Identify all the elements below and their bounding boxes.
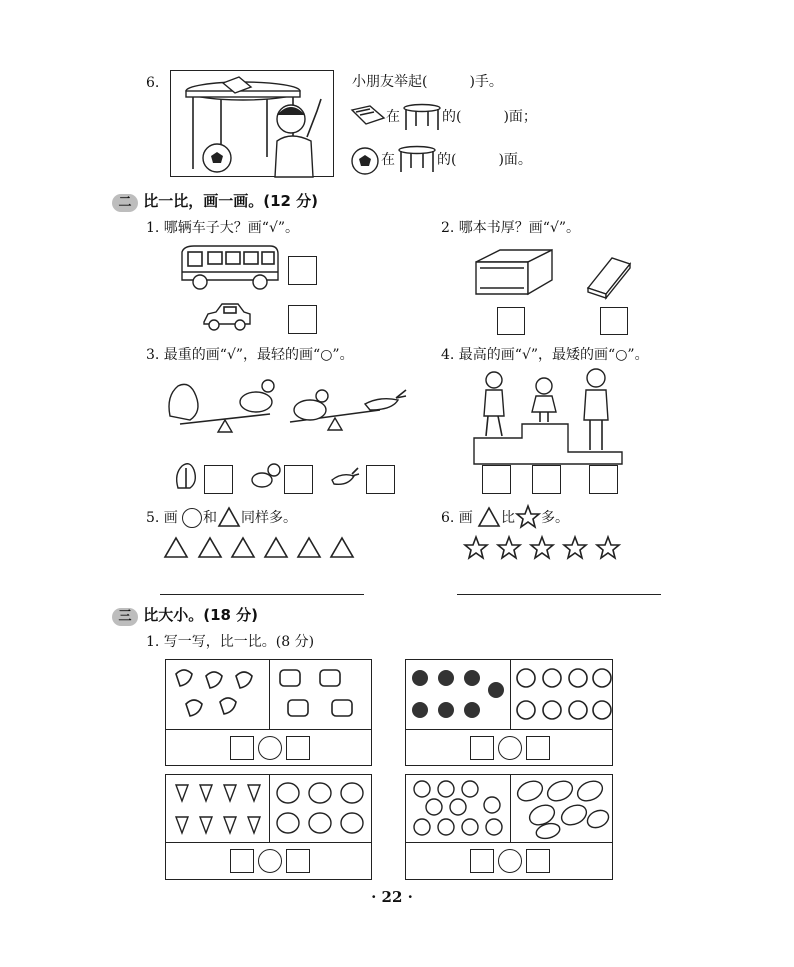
apple-group [408, 777, 508, 839]
shrimp-icon [206, 672, 222, 688]
question-circles-label-a: 5. 画 [146, 510, 178, 526]
question-write-compare: 1. 写一写，比一比。(8 分) [146, 634, 315, 650]
answer-box[interactable] [288, 256, 317, 285]
triangle-icon [331, 538, 353, 557]
strawberry-group [170, 779, 266, 839]
compare-panel [405, 774, 613, 880]
compare-circle[interactable] [498, 849, 522, 873]
count-box[interactable] [470, 849, 494, 873]
section-title: 比大小。(18 分) [143, 606, 259, 624]
apple-icon [438, 781, 454, 797]
question-number: 6. [146, 75, 160, 91]
count-box[interactable] [470, 736, 494, 760]
cat-icon [288, 700, 308, 716]
children-on-steps-picture [472, 366, 626, 466]
mango-group [512, 777, 612, 839]
watermelon-icon [277, 813, 299, 833]
star-row [464, 536, 624, 560]
answer-box[interactable] [497, 307, 525, 335]
cat-group [274, 664, 370, 726]
strawberry-icon [200, 785, 212, 801]
flower-icon [543, 701, 561, 719]
shrimp-icon [220, 698, 236, 714]
strawberry-icon [176, 817, 188, 833]
strawberry-icon [224, 785, 236, 801]
thick-book-picture [472, 248, 554, 298]
mango-icon [558, 801, 589, 828]
apple-icon [414, 781, 430, 797]
answer-box[interactable] [600, 307, 628, 335]
light-flower-group [512, 664, 612, 726]
question-scales: 3. 最重的画“√”，最轻的画“○”。 [146, 347, 354, 363]
cabbage-icon [172, 460, 200, 492]
answer-box[interactable] [288, 305, 317, 334]
star-icon [597, 537, 619, 558]
compare-panel [165, 774, 372, 880]
answer-box[interactable] [482, 465, 511, 494]
section-badge: 三 [112, 608, 138, 626]
strawberry-icon [224, 817, 236, 833]
star-icon [465, 537, 487, 558]
flower-icon [412, 702, 428, 718]
triangle-icon [265, 538, 287, 557]
triangle-row [164, 536, 356, 560]
flower-icon [593, 669, 611, 687]
mango-icon [574, 777, 605, 804]
triangle-icon [165, 538, 187, 557]
flower-icon [438, 670, 454, 686]
circle-icon [182, 508, 202, 528]
section-3-header [112, 604, 258, 626]
flower-icon [543, 669, 561, 687]
question-circles-label-b: 和 [203, 510, 217, 526]
flower-icon [517, 669, 535, 687]
strawberry-icon [200, 817, 212, 833]
count-box[interactable] [526, 849, 550, 873]
eggplant-icon [250, 462, 282, 490]
apple-icon [414, 819, 430, 835]
flower-icon [438, 702, 454, 718]
watermelon-icon [341, 783, 363, 803]
carrot-icon [330, 464, 360, 488]
compare-circle[interactable] [258, 849, 282, 873]
apple-icon [426, 799, 442, 815]
compare-panel [405, 659, 613, 766]
question-stars-label-a: 6. 画 [441, 510, 473, 526]
triangle-icon [232, 538, 254, 557]
count-box[interactable] [230, 736, 254, 760]
apple-icon [486, 819, 502, 835]
drawing-answer-line[interactable] [160, 594, 364, 595]
answer-box[interactable] [366, 465, 395, 494]
question-books: 2. 哪本书厚？画“√”。 [441, 220, 581, 236]
shrimp-icon [176, 670, 192, 686]
flower-icon [464, 670, 480, 686]
count-box[interactable] [526, 736, 550, 760]
flower-icon [412, 670, 428, 686]
mango-icon [585, 807, 612, 831]
watermelon-icon [341, 813, 363, 833]
dark-flower-group [408, 664, 508, 726]
triangle-icon [478, 506, 500, 528]
count-box[interactable] [286, 849, 310, 873]
cat-icon [280, 670, 300, 686]
answer-box[interactable] [532, 465, 561, 494]
watermelon-icon [277, 783, 299, 803]
watermelon-icon [309, 813, 331, 833]
strawberry-icon [248, 817, 260, 833]
watermelon-group [274, 779, 370, 839]
question-circles-label-c: 同样多。 [241, 510, 297, 526]
section-2-header [112, 190, 318, 212]
answer-box[interactable] [204, 465, 233, 494]
question-heights: 4. 最高的画“√”，最矮的画“○”。 [441, 347, 649, 363]
question-stars-label-b: 比 [501, 510, 515, 526]
small-car-picture [200, 300, 254, 334]
mango-icon [544, 777, 575, 804]
flower-icon [593, 701, 611, 719]
book-position-blank: 的( )面； [442, 109, 537, 125]
table-ball-child-illustration [171, 71, 335, 178]
section-badge: 二 [112, 194, 138, 212]
flower-icon [517, 701, 535, 719]
cat-icon [320, 670, 340, 686]
compare-circle[interactable] [258, 736, 282, 760]
flower-icon [569, 701, 587, 719]
apple-icon [438, 819, 454, 835]
shrimp-icon [236, 672, 252, 688]
apple-icon [462, 819, 478, 835]
question-stars-label-c: 多。 [541, 510, 569, 526]
book-on-label: 在 [386, 109, 400, 125]
strawberry-icon [248, 785, 260, 801]
book-icon [350, 104, 386, 128]
star-icon [531, 537, 553, 558]
count-box[interactable] [230, 849, 254, 873]
table-icon [397, 146, 437, 174]
apple-icon [450, 799, 466, 815]
question-cars: 1. 哪辆车子大？画“√”。 [146, 220, 300, 236]
page-number: · 22 · [371, 888, 413, 906]
drawing-answer-line[interactable] [457, 594, 661, 595]
strawberry-icon [176, 785, 188, 801]
balance-scales-picture [160, 376, 420, 444]
mango-icon [514, 777, 545, 804]
table-icon [402, 104, 442, 132]
table-scene-picture [170, 70, 334, 177]
compare-circle[interactable] [498, 736, 522, 760]
bus-picture [178, 244, 282, 292]
compare-panel [165, 659, 372, 766]
flower-icon [488, 682, 504, 698]
apple-icon [462, 781, 478, 797]
triangle-icon [199, 538, 221, 557]
ball-position-blank: 的( )面。 [437, 152, 532, 168]
apple-icon [484, 797, 500, 813]
answer-box[interactable] [589, 465, 618, 494]
thin-book-picture [584, 254, 634, 300]
answer-box[interactable] [284, 465, 313, 494]
star-icon [564, 537, 586, 558]
flower-icon [569, 669, 587, 687]
watermelon-icon [309, 783, 331, 803]
cat-icon [332, 700, 352, 716]
triangle-icon [298, 538, 320, 557]
shrimp-group [170, 664, 266, 726]
star-icon [516, 505, 540, 529]
ball-under-label: 在 [381, 152, 395, 168]
flower-icon [464, 702, 480, 718]
raise-hand-line: 小朋友举起( )手。 [352, 74, 503, 90]
football-icon [350, 146, 380, 176]
shrimp-icon [186, 700, 202, 716]
triangle-icon [218, 506, 240, 528]
section-title: 比一比，画一画。(12 分) [143, 192, 319, 210]
star-icon [498, 537, 520, 558]
count-box[interactable] [286, 736, 310, 760]
